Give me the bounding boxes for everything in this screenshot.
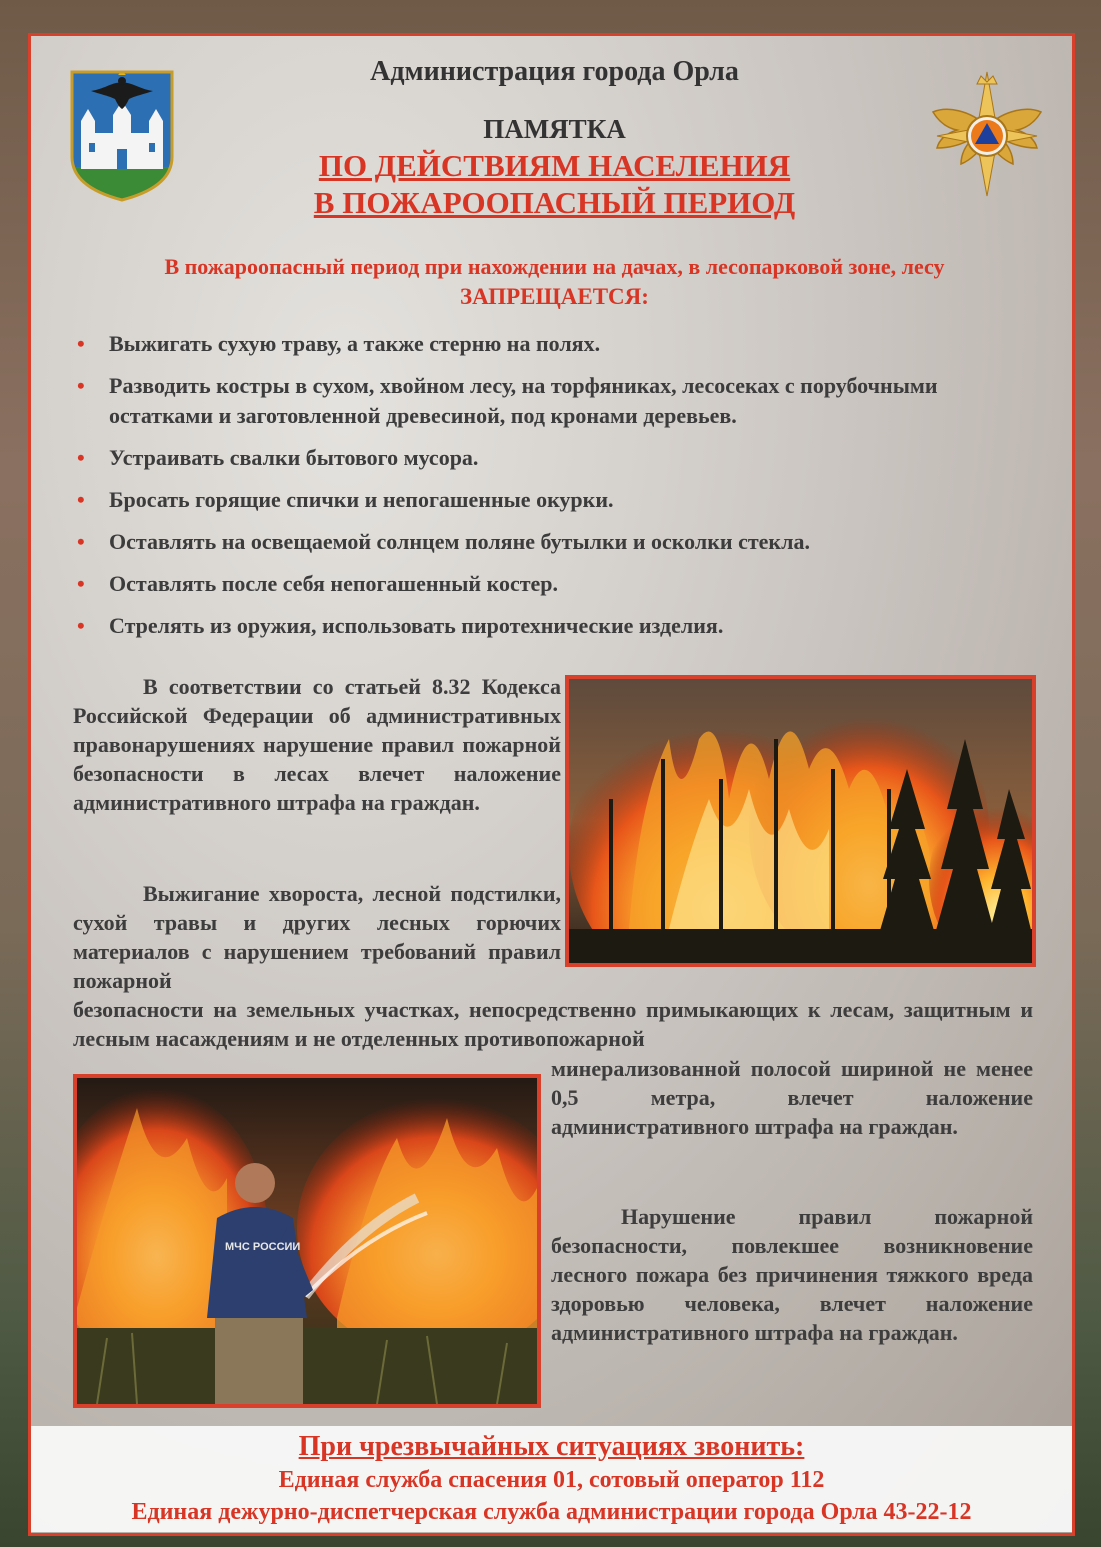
intro-line-1: В пожароопасный период при нахождении на дачах, в лесопарковой зоне, лесу xyxy=(164,254,945,279)
list-item: • Выжигать сухую траву, а также стерню на полях. xyxy=(73,329,1053,359)
bullet-icon: • xyxy=(77,487,85,512)
intro-prohibited-heading: ЗАПРЕЩАЕТСЯ: xyxy=(460,284,649,309)
bullet-icon: • xyxy=(77,373,85,398)
bullet-icon: • xyxy=(77,529,85,554)
firefighter-photo xyxy=(73,1074,541,1408)
memo-title: ПАМЯТКА xyxy=(483,114,626,144)
intro-text xyxy=(31,252,1075,312)
emergency-line-1: Единая служба спасения 01, сотовый оператор 112 xyxy=(278,1467,825,1493)
bullet-icon: • xyxy=(77,445,85,470)
list-item: • Бросать горящие спички и непогашенные окурки. xyxy=(73,485,1053,515)
forest-fire-photo xyxy=(565,675,1036,967)
article-paragraph-1: В соответствии со статьей 8.32 Кодекса Российской Федерации об административных правонарушениях нарушение правил пожарной безопасности в лесах влечет наложение административного штрафа на граждан. xyxy=(73,674,561,815)
emergency-line-2: Единая дежурно-диспетчерская служба администрации города Орла 43-22-12 xyxy=(131,1499,972,1525)
list-item: • Стрелять из оружия, использовать пиротехнические изделия. xyxy=(73,611,1053,641)
jacket-text: МЧС РОССИИ xyxy=(225,1241,301,1253)
article-paragraph-2-part-3: минерализованной полосой шириной не менее 0,5 метра, влечет наложение административного штрафа на граждан. xyxy=(551,1056,1033,1139)
article-paragraph-3: Нарушение правил пожарной безопасности, повлекшее возникновение лесного пожара без причинения тяжкого вреда здоровью человека, влечет наложение административного штрафа на граждан. xyxy=(551,1204,1033,1345)
forest-fire-illustration xyxy=(569,679,1032,963)
prohibitions-list xyxy=(73,329,1053,653)
emergency-contacts xyxy=(31,1426,1072,1532)
list-item: • Устраивать свалки бытового мусора. xyxy=(73,443,1053,473)
emergency-title: При чрезвычайных ситуациях звонить: xyxy=(298,1431,805,1462)
article-paragraph-2-part-1: Выжигание хвороста, лесной подстилки, сухой травы и других лесных горючих материалов с нарушением требований правил пожарной xyxy=(73,881,561,993)
subtitle-line-2: В ПОЖАРООПАСНЫЙ ПЕРИОД xyxy=(313,185,796,220)
list-item: • Разводить костры в сухом, хвойном лесу, на торфяниках, лесосеках с порубочными остатками и заготовленной древесиной, под кронами деревьев. xyxy=(77,373,938,428)
bullet-icon: • xyxy=(77,331,85,356)
poster xyxy=(28,33,1075,1536)
subtitle-line-1: ПО ДЕЙСТВИЯМ НАСЕЛЕНИЯ xyxy=(318,148,791,183)
bullet-icon: • xyxy=(77,571,85,596)
list-item: • Оставлять после себя непогашенный костер. xyxy=(73,569,1053,599)
administration-title: Администрация города Орла xyxy=(370,56,739,87)
firefighter-illustration xyxy=(77,1078,537,1404)
bullet-icon: • xyxy=(77,613,85,638)
article-paragraph-2-part-2: безопасности на земельных участках, непосредственно примыкающих к лесам, защитным и лесным насаждениям и не отделенных противопожарной xyxy=(73,997,1033,1051)
list-item: • Оставлять на освещаемой солнцем поляне бутылки и осколки стекла. xyxy=(73,527,1053,557)
